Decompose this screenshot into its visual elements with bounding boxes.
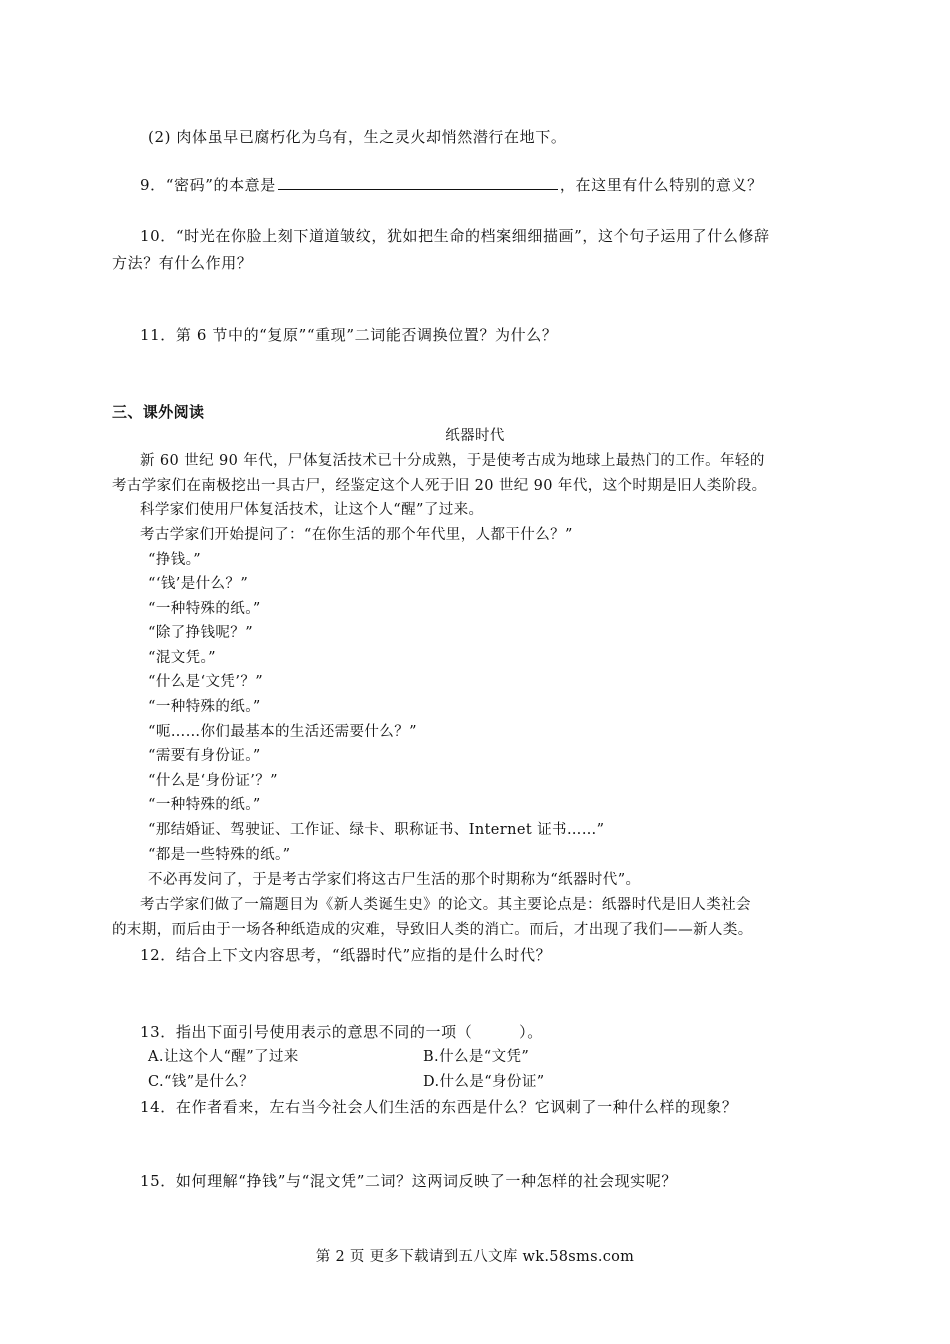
dialogue-line: “‘钱’是什么？” (148, 576, 249, 592)
question-11: 11．第 6 节中的“复原”“重现”二词能否调换位置？为什么？ (140, 326, 558, 344)
dialogue-line: “什么是‘身份证’？” (148, 773, 278, 789)
article-paragraph-2: 科学家们使用尸体复活技术，让这个人“醒”了过来。 (140, 502, 484, 518)
dialogue-line: “一种特殊的纸。” (148, 797, 261, 813)
question-13: 13．指出下面引号使用表示的意思不同的一项（ ）。 (140, 1023, 543, 1041)
article-paragraph-1-line-2: 考古学家们在南极挖出一具古尸，经鉴定这个人死于旧 20 世纪 90 年代，这个时期是旧人类阶段。 (112, 478, 767, 494)
question-12: 12．结合上下文内容思考，“纸器时代”应指的是什么时代？ (140, 946, 552, 964)
article-paragraph-1-line-1: 新 60 世纪 90 年代，尸体复活技术已十分成熟，于是使考古成为地球上最热门的工作。年轻的 (140, 453, 765, 469)
question-10-line-2: 方法？有什么作用？ (112, 254, 253, 272)
article-paragraph-5-line-2: 的末期，而后由于一场各种纸造成的灾难，导致旧人类的消亡。而后，才出现了我们——新人类。 (112, 922, 753, 938)
dialogue-line: “一种特殊的纸。” (148, 601, 261, 617)
question-13-option-b: B.什么是“文凭” (423, 1049, 530, 1065)
question-9 (140, 175, 763, 195)
article-paragraph-4: 不必再发问了，于是考古学家们将这古尸生活的那个时期称为“纸器时代”。 (148, 872, 641, 888)
dialogue-line: “一种特殊的纸。” (148, 699, 261, 715)
question-9-prefix: 9．“密码”的本意是 (140, 176, 276, 194)
question-13-option-c: C.“钱”是什么？ (148, 1074, 255, 1090)
dialogue-line: “需要有身份证。” (148, 748, 261, 764)
question-15: 15．如何理解“挣钱”与“混文凭”二词？这两词反映了一种怎样的社会现实呢？ (140, 1172, 677, 1190)
article-title: 纸器时代 (445, 428, 505, 444)
question-13-option-d: D.什么是“身份证” (423, 1074, 545, 1090)
article-paragraph-5-line-1: 考古学家们做了一篇题目为《新人类诞生史》的论文。其主要论点是：纸器时代是旧人类社会 (140, 897, 751, 913)
question-10-line-1: 10．“时光在你脸上刻下道道皱纹，犹如把生命的档案细细描画”，这个句子运用了什么修辞 (140, 227, 770, 245)
dialogue-line: “除了挣钱呢？” (148, 625, 254, 641)
dialogue-line: “都是一些特殊的纸。” (148, 847, 291, 863)
article-paragraph-3: 考古学家们开始提问了：“在你生活的那个年代里，人都干什么？” (140, 527, 573, 543)
question-2-item: (2) 肉体虽早已腐朽化为乌有，生之灵火却悄然潜行在地下。 (148, 128, 567, 146)
dialogue-line: “呃……你们最基本的生活还需要什么？” (148, 724, 417, 740)
question-13-option-a: A.让这个人“醒”了过来 (148, 1049, 299, 1065)
dialogue-line: “什么是‘文凭’？” (148, 674, 264, 690)
dialogue-line: “混文凭。” (148, 650, 216, 666)
page-footer: 第 2 页 更多下载请到五八文库 wk.58sms.com (315, 1249, 635, 1265)
dialogue-line: “那结婚证、驾驶证、工作证、绿卡、职称证书、Internet 证书……” (148, 822, 605, 838)
dialogue-line: “挣钱。” (148, 552, 202, 568)
answer-blank[interactable] (278, 175, 558, 190)
question-9-suffix: ，在这里有什么特别的意义？ (559, 176, 763, 194)
question-14: 14．在作者看来，左右当今社会人们生活的东西是什么？它讽刺了一种什么样的现象？ (140, 1098, 738, 1116)
section-heading: 三、课外阅读 (112, 403, 205, 421)
